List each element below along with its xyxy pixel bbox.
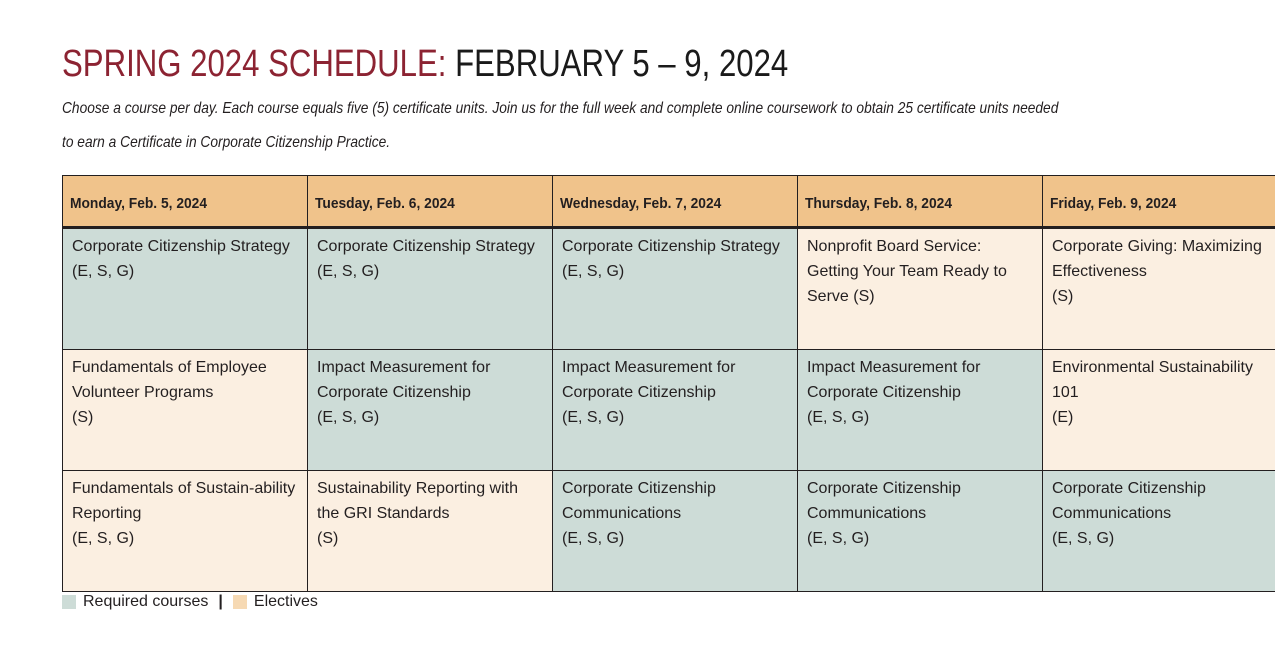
course-title: Corporate Citizenship Strategy — [317, 238, 535, 255]
course-tags: (E, S, G) — [807, 409, 870, 426]
course-tags: (E, S, G) — [562, 530, 625, 547]
course-tags: (E) — [1052, 409, 1074, 426]
course-tags: (E, S, G) — [562, 409, 625, 426]
course-title: Corporate Citizenship Communications — [562, 480, 716, 522]
course-title: Fundamentals of Sustain-ability Reporting — [72, 480, 296, 522]
course-title: Sustainability Reporting with the GRI Standards — [317, 480, 518, 522]
course-cell — [553, 471, 798, 592]
course-cell — [553, 228, 798, 350]
legend-separator: | — [218, 593, 223, 610]
course-cell — [308, 228, 553, 350]
course-cell — [63, 471, 308, 592]
course-title: Impact Measurement for Corporate Citizenship — [562, 359, 736, 401]
course-cell — [798, 350, 1043, 471]
table-row — [63, 471, 1275, 592]
course-cell — [308, 350, 553, 471]
page-title — [62, 40, 788, 88]
course-title: Corporate Citizenship Communications — [1052, 480, 1206, 522]
course-title: Fundamentals of Employee Volunteer Programs — [72, 359, 267, 401]
course-cell — [1043, 228, 1275, 350]
course-tags: (E, S, G) — [1052, 530, 1115, 547]
intro-line-2: to earn a Certificate in Corporate Citizenship Practice. — [62, 134, 391, 151]
course-title: Nonprofit Board Service: Getting Your Team Ready to Serve (S) — [807, 238, 1007, 305]
course-cell — [1043, 350, 1275, 471]
legend-required-label: Required courses — [83, 593, 209, 610]
course-tags: (E, S, G) — [317, 409, 380, 426]
day-header: Tuesday, Feb. 6, 2024 — [308, 176, 553, 228]
course-title: Impact Measurement for Corporate Citizenship — [317, 359, 491, 401]
schedule-table — [62, 175, 1275, 592]
intro-line-1: Choose a course per day. Each course equals five (5) certificate units. Join us for the full week and complete online coursework to obtain 25 certificate units needed — [62, 100, 1059, 117]
course-title: Corporate Citizenship Strategy — [562, 238, 780, 255]
course-tags: (E, S, G) — [562, 263, 625, 280]
course-cell — [798, 471, 1043, 592]
course-tags: (S) — [317, 530, 339, 547]
day-header: Friday, Feb. 9, 2024 — [1043, 176, 1275, 228]
course-tags: (E, S, G) — [72, 530, 135, 547]
course-title: Environmental Sustainability 101 — [1052, 359, 1253, 401]
table-row — [63, 350, 1275, 471]
course-cell — [553, 350, 798, 471]
course-cell — [63, 228, 308, 350]
course-cell — [798, 228, 1043, 350]
required-swatch — [62, 595, 76, 609]
intro-text — [62, 92, 1059, 160]
day-header: Monday, Feb. 5, 2024 — [63, 176, 308, 228]
course-title: Impact Measurement for Corporate Citizenship — [807, 359, 981, 401]
course-title: Corporate Giving: Maximizing Effectiveness — [1052, 238, 1262, 280]
elective-swatch — [233, 595, 247, 609]
course-tags: (E, S, G) — [317, 263, 380, 280]
legend-elective-label: Electives — [253, 593, 318, 610]
table-row — [63, 228, 1275, 350]
legend — [62, 590, 318, 614]
schedule-header-row — [63, 176, 1275, 228]
course-title: Corporate Citizenship Strategy — [72, 238, 290, 255]
course-cell — [308, 471, 553, 592]
course-tags: (E, S, G) — [807, 530, 870, 547]
course-tags: (E, S, G) — [72, 263, 135, 280]
title-season: SPRING 2024 SCHEDULE: — [62, 43, 447, 85]
course-cell — [1043, 471, 1275, 592]
course-tags: (S) — [1052, 288, 1074, 305]
course-tags: (S) — [72, 409, 94, 426]
course-title: Corporate Citizenship Communications — [807, 480, 961, 522]
day-header: Thursday, Feb. 8, 2024 — [798, 176, 1043, 228]
day-header: Wednesday, Feb. 7, 2024 — [553, 176, 798, 228]
course-cell — [63, 350, 308, 471]
title-dates: FEBRUARY 5 – 9, 2024 — [455, 43, 789, 85]
